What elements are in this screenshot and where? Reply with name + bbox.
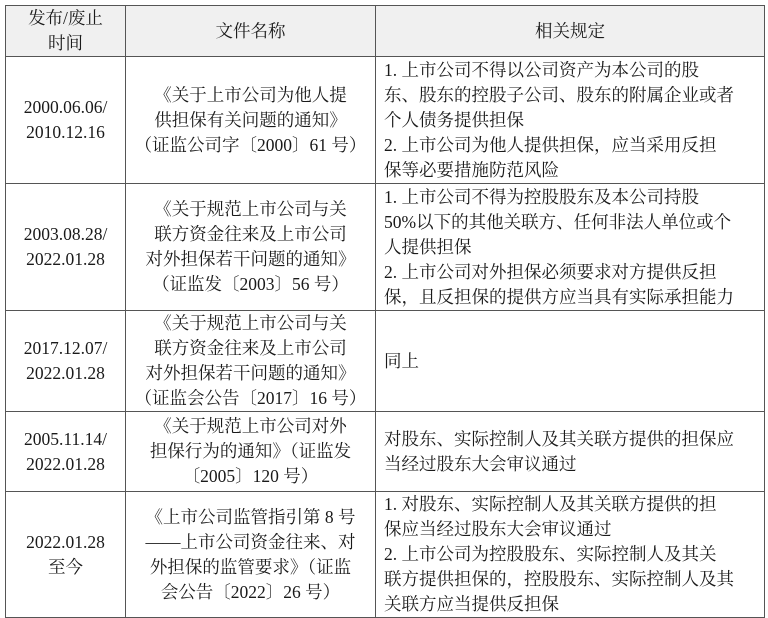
text-line: 至今 xyxy=(48,556,83,577)
text-line: 2017.12.07/ xyxy=(23,338,108,358)
document-name-cell xyxy=(126,412,376,492)
table-row xyxy=(6,184,765,311)
table-row xyxy=(6,57,765,184)
document-name-cell xyxy=(126,492,376,618)
text-line: 担保行为的通知》（证监发 xyxy=(149,441,352,461)
text-line: 2022.01.28 xyxy=(26,531,105,552)
text-line: 2. 上市公司为他人提供担保，应当采用反担 xyxy=(384,134,717,155)
text-line: 联方资金往来及上市公司 xyxy=(154,338,347,358)
text-line: 《关于规范上市公司与关 xyxy=(154,313,347,333)
text-line: 保，且反担保的提供方应当具有实际承担能力 xyxy=(384,286,734,307)
text-line: （证监发〔2003〕56 号） xyxy=(152,274,349,294)
text-line: 《上市公司监管指引第 8 号 xyxy=(145,506,356,527)
text-line: 会公告〔2022〕26 号） xyxy=(160,581,341,602)
text-line: 当经过股东大会审议通过 xyxy=(384,453,577,474)
text-line: ——上市公司资金往来、对 xyxy=(145,531,356,552)
text-line: 2000.06.06/ xyxy=(23,97,108,117)
text-line: 1. 上市公司不得为控股股东及本公司持股 xyxy=(384,186,699,207)
text-line: 联方资金往来及上市公司 xyxy=(154,224,347,244)
text-line: 文件名称 xyxy=(215,20,286,41)
regulation-cell xyxy=(376,311,765,412)
text-line: 2010.12.16 xyxy=(26,122,105,142)
text-line: 时间 xyxy=(48,33,83,53)
text-line: 关联方应当提供反担保 xyxy=(384,594,559,614)
header-date xyxy=(6,6,126,57)
table-row xyxy=(6,412,765,492)
table-row xyxy=(6,311,765,412)
text-line: 东、股东的控股子公司、股东的附属企业或者 xyxy=(384,84,734,105)
text-line: 对外担保若干问题的通知》 xyxy=(145,249,356,269)
text-line: 人提供担保 xyxy=(384,236,472,257)
text-line: 保等必要措施防范风险 xyxy=(384,159,559,180)
date-cell xyxy=(6,57,126,184)
regulation-cell xyxy=(376,184,765,311)
header-document-name xyxy=(126,6,376,57)
text-line: 发布/废止 xyxy=(28,8,103,28)
date-cell xyxy=(6,184,126,311)
document-name-cell xyxy=(126,184,376,311)
date-cell xyxy=(6,492,126,618)
date-cell xyxy=(6,311,126,412)
regulation-table xyxy=(5,5,765,618)
regulation-cell xyxy=(376,57,765,184)
text-line: 1. 上市公司不得以公司资产为本公司的股 xyxy=(384,59,699,80)
text-line: 供担保有关问题的通知》 xyxy=(154,109,347,130)
table-row xyxy=(6,492,765,618)
text-line: 相关规定 xyxy=(535,20,605,41)
document-name-cell xyxy=(126,57,376,184)
text-line: 2. 上市公司为控股股东、实际控制人及其关 xyxy=(384,544,717,564)
text-line: 2022.01.28 xyxy=(26,363,105,383)
text-line: 2022.01.28 xyxy=(26,249,105,269)
text-line: 同上 xyxy=(384,350,419,371)
document-name-cell xyxy=(126,311,376,412)
regulation-cell xyxy=(376,412,765,492)
text-line: 2. 上市公司对外担保必须要求对方提供反担 xyxy=(384,261,717,282)
text-line: 外担保的监管要求》（证监 xyxy=(149,556,352,577)
text-line: 联方提供担保的，控股股东、实际控制人及其 xyxy=(384,569,734,589)
text-line: （证监公司字〔2000〕61 号） xyxy=(134,134,367,155)
text-line: 《关于规范上市公司与关 xyxy=(154,199,347,219)
text-line: 《关于规范上市公司对外 xyxy=(154,416,347,436)
regulation-cell xyxy=(376,492,765,618)
text-line: 2005.11.14/ xyxy=(24,428,107,449)
text-line: 对股东、实际控制人及其关联方提供的担保应 xyxy=(384,428,734,449)
header-regulation xyxy=(376,6,765,57)
text-line: 50%以下的其他关联方、任何非法人单位或个 xyxy=(384,211,732,232)
table-header-row xyxy=(6,6,765,57)
text-line: 1. 对股东、实际控制人及其关联方提供的担 xyxy=(384,494,717,514)
text-line: 〔2005〕120 号） xyxy=(182,466,319,486)
text-line: 《关于上市公司为他人提 xyxy=(154,84,347,105)
text-line: 2003.08.28/ xyxy=(23,224,108,244)
date-cell xyxy=(6,412,126,492)
text-line: （证监会公告〔2017〕16 号） xyxy=(134,388,367,408)
text-line: 2022.01.28 xyxy=(26,453,105,474)
text-line: 对外担保若干问题的通知》 xyxy=(145,363,356,383)
text-line: 保应当经过股东大会审议通过 xyxy=(384,519,612,539)
text-line: 个人债务提供担保 xyxy=(384,109,524,130)
